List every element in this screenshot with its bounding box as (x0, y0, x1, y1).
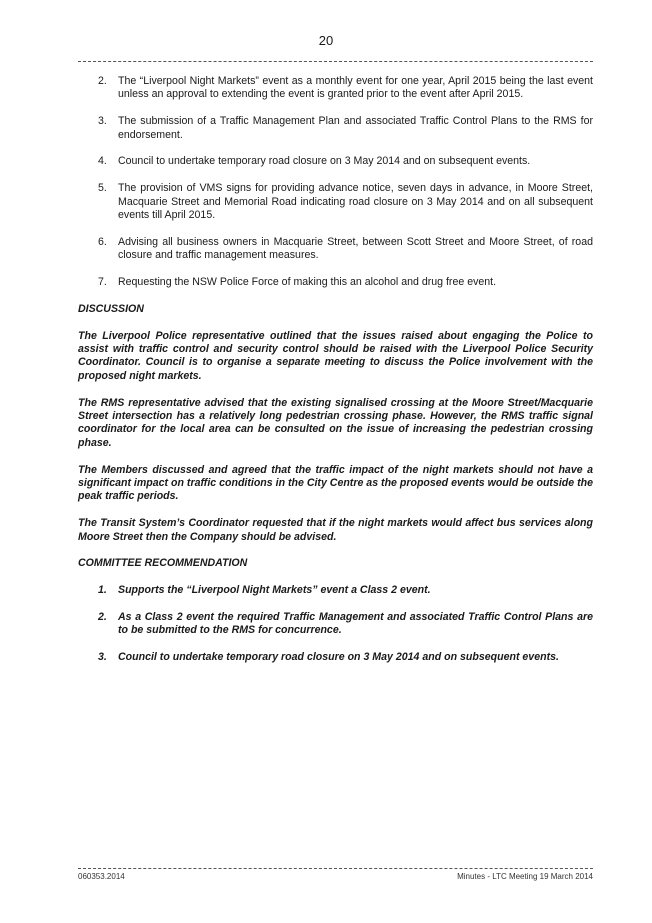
recommendation-list (78, 584, 593, 664)
recommendation-text: As a Class 2 event the required Traffic Management and associated Traffic Control Plans are to be submitted to the RMS for concurrence. (118, 611, 593, 637)
list-item-text: The “Liverpool Night Markets” event as a monthly event for one year, April 2015 being the last event unless an approval to extending the event is granted prior to the event after April 2015. (118, 75, 593, 101)
recommendation-item: 3. Council to undertake temporary road closure on 3 May 2014 and on subsequent events. (98, 651, 559, 664)
list-item-text: Council to undertake temporary road closure on 3 May 2014 and on subsequent events. (118, 155, 531, 168)
discussion-paragraph: The Members discussed and agreed that the traffic impact of the night markets should not have a significant impact on traffic conditions in the City Centre as the proposed events would be outside the peak traffic periods. (78, 463, 593, 503)
discussion-paragraph: The Liverpool Police representative outlined that the issues raised about engaging the Police to assist with traffic control and security control should be raised with the Liverpool Police Security Coordinator. Council is to organise a separate meeting to discuss the Police involvement with the proposed night markets. (78, 329, 593, 382)
list-item: 3. The submission of a Traffic Management Plan and associated Traffic Control Plans to the RMS for endorsement. (98, 115, 593, 141)
list-item-text: The submission of a Traffic Management Plan and associated Traffic Control Plans to the RMS for endorsement. (118, 115, 593, 141)
list-item: 7. Requesting the NSW Police Force of making this an alcohol and drug free event. (98, 276, 497, 289)
list-item-text: The provision of VMS signs for providing advance notice, seven days in advance, in Moore Street, Macquarie Street and Memorial Road indicating road closure on 3 May 2014 and on all subsequent events till April 2015. (118, 182, 593, 222)
footer-divider (78, 868, 593, 869)
list-item: 5. The provision of VMS signs for providing advance notice, seven days in advance, in Moore Street, Macquarie Street and Memorial Road indicating road closure on 3 May 2014 and on all subsequent events till April 2015. (98, 182, 593, 222)
page-number: 20 (318, 33, 334, 48)
recommendation-text: Council to undertake temporary road closure on 3 May 2014 and on subsequent events. (118, 651, 559, 664)
header-divider (78, 61, 593, 62)
document-body (78, 75, 593, 678)
action-list (78, 75, 593, 289)
discussion-heading: DISCUSSION (78, 302, 144, 315)
recommendation-item: 1. Supports the “Liverpool Night Markets” event a Class 2 event. (98, 584, 431, 597)
recommendation-text: Supports the “Liverpool Night Markets” event a Class 2 event. (118, 584, 431, 597)
list-item: 6. Advising all business owners in Macquarie Street, between Scott Street and Moore Street, of road closure and traffic management measures. (98, 235, 593, 262)
document-reference: 060353.2014 (78, 872, 125, 881)
recommendation-heading: COMMITTEE RECOMMENDATION (78, 557, 248, 570)
list-item: 4. Council to undertake temporary road closure on 3 May 2014 and on subsequent events. (98, 155, 531, 168)
discussion-paragraph: The RMS representative advised that the existing signalised crossing at the Moore Street/Macquarie Street intersection has a relatively long pedestrian crossing phase. However, the RMS traffic signal coordinator for the local area can be consulted on the issue of increasing the pedestrian crossing phase. (78, 396, 593, 449)
footer-meeting-title: Minutes - LTC Meeting 19 March 2014 (457, 872, 593, 881)
list-item: 2. The “Liverpool Night Markets” event as a monthly event for one year, April 2015 being the last event unless an approval to extending the event is granted prior to the event after April 2015. (98, 75, 593, 101)
discussion-paragraph: The Transit System’s Coordinator requested that if the night markets would affect bus services along Moore Street then the Company should be advised. (78, 517, 593, 543)
list-item-text: Advising all business owners in Macquarie Street, between Scott Street and Moore Street, of road closure and traffic management measures. (118, 235, 593, 262)
recommendation-item: 2. As a Class 2 event the required Traffic Management and associated Traffic Control Plans are to be submitted to the RMS for concurrence. (98, 611, 593, 637)
list-item-text: Requesting the NSW Police Force of making this an alcohol and drug free event. (118, 276, 497, 289)
